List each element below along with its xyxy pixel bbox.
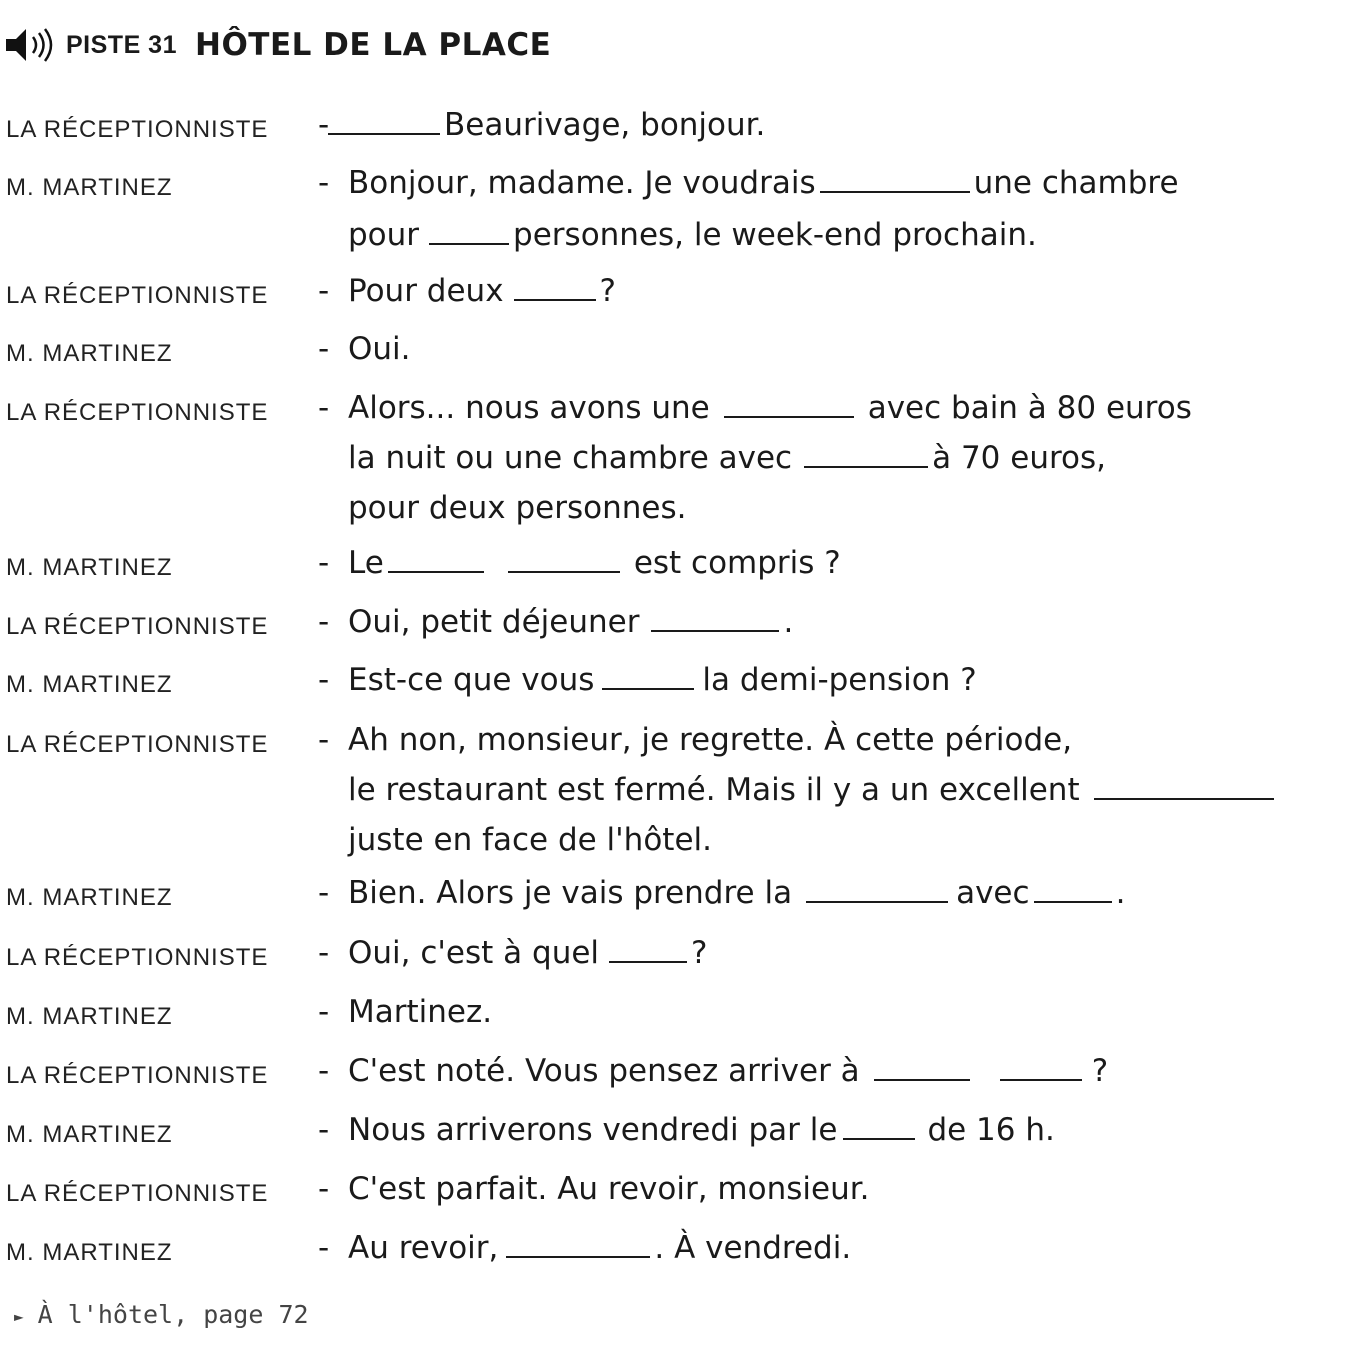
blank[interactable] — [806, 873, 948, 903]
dialogue-line — [348, 765, 1278, 815]
dash: - — [318, 1053, 330, 1089]
line-text: avec bain à 80 euros — [867, 390, 1192, 426]
dialogue-line — [328, 100, 765, 150]
dash: - — [318, 390, 330, 426]
dialogue-line — [348, 324, 411, 374]
blank[interactable] — [429, 215, 509, 245]
blank[interactable] — [508, 543, 620, 573]
blank[interactable] — [724, 388, 854, 418]
line-text: C'est noté. Vous pensez arriver à — [348, 1053, 860, 1089]
dash: - — [318, 1171, 330, 1207]
dash: - — [318, 107, 330, 143]
speaker-label: M. MARTINEZ — [6, 340, 173, 367]
dash: - — [318, 994, 330, 1030]
dialogue-line — [348, 266, 616, 316]
blank[interactable] — [1000, 1051, 1082, 1081]
dash: - — [318, 1112, 330, 1148]
line-text: la nuit ou une chambre avec — [348, 440, 793, 476]
line-text: Alors... nous avons une — [348, 390, 710, 426]
blank[interactable] — [874, 1051, 970, 1081]
blank[interactable] — [843, 1110, 915, 1140]
dialogue-line — [348, 1164, 869, 1214]
blank[interactable] — [651, 602, 779, 632]
speaker-label: LA RÉCEPTIONNISTE — [6, 944, 269, 971]
speaker-label: M. MARTINEZ — [6, 1239, 173, 1266]
dialogue-line — [348, 158, 1179, 208]
line-text: juste en face de l'hôtel. — [348, 822, 712, 858]
track-number: PISTE 31 — [66, 30, 177, 59]
line-text: est compris ? — [633, 545, 841, 581]
line-text: Le — [348, 545, 384, 581]
speaker-label: M. MARTINEZ — [6, 671, 173, 698]
blank[interactable] — [820, 163, 970, 193]
blank[interactable] — [1034, 873, 1112, 903]
line-text: Bien. Alors je vais prendre la — [348, 875, 793, 911]
line-text: une chambre — [973, 165, 1179, 201]
blank[interactable] — [609, 933, 687, 963]
track-header — [4, 20, 551, 70]
dialogue-line — [348, 987, 492, 1037]
line-text: . — [1115, 875, 1126, 911]
dialogue-line — [348, 538, 841, 588]
speaker-label: LA RÉCEPTIONNISTE — [6, 731, 269, 758]
line-text: C'est parfait. Au revoir, monsieur. — [348, 1171, 870, 1207]
page-title: HÔTEL DE LA PLACE — [195, 27, 552, 63]
blank[interactable] — [328, 105, 440, 135]
line-text: ? — [691, 935, 708, 971]
dash: - — [318, 273, 330, 309]
dash: - — [318, 604, 330, 640]
speaker-label: M. MARTINEZ — [6, 554, 173, 581]
speaker-label: M. MARTINEZ — [6, 1003, 173, 1030]
line-text: de 16 h. — [927, 1112, 1055, 1148]
line-text: Au revoir, — [348, 1230, 499, 1266]
dialogue-line — [348, 655, 977, 705]
line-text: Pour deux — [348, 273, 504, 309]
arrow-right-icon: ► — [14, 1306, 24, 1326]
blank[interactable] — [1094, 770, 1274, 800]
line-text: Bonjour, madame. Je voudrais — [348, 165, 816, 201]
blank[interactable] — [514, 271, 596, 301]
speaker-icon[interactable] — [4, 25, 60, 65]
speaker-label: LA RÉCEPTIONNISTE — [6, 399, 269, 426]
line-text: . À vendredi. — [654, 1230, 852, 1266]
dash: - — [318, 935, 330, 971]
dialogue-line — [348, 715, 1072, 765]
line-text: pour deux personnes. — [348, 490, 687, 526]
line-text: Oui. — [348, 331, 411, 367]
speaker-label: LA RÉCEPTIONNISTE — [6, 1062, 269, 1089]
dash: - — [318, 545, 330, 581]
blank[interactable] — [602, 660, 694, 690]
speaker-label: M. MARTINEZ — [6, 174, 173, 201]
dialogue-line — [348, 815, 712, 865]
dash: - — [318, 331, 330, 367]
line-text: Oui, c'est à quel — [348, 935, 600, 971]
dash: - — [318, 1230, 330, 1266]
speaker-label: LA RÉCEPTIONNISTE — [6, 613, 269, 640]
speaker-label: M. MARTINEZ — [6, 884, 173, 911]
dialogue-line — [348, 433, 1106, 483]
dash: - — [318, 722, 330, 758]
dialogue-line — [348, 1046, 1108, 1096]
line-text: le restaurant est fermé. Mais il y a un excellent — [348, 772, 1080, 808]
dialogue-line — [348, 383, 1192, 433]
speaker-label: M. MARTINEZ — [6, 1121, 173, 1148]
dash: - — [318, 662, 330, 698]
line-text: la demi-pension ? — [702, 662, 977, 698]
dash: - — [318, 165, 330, 201]
line-text: . — [783, 604, 794, 640]
line-text: Beaurivage, bonjour. — [444, 107, 766, 143]
line-text: personnes, le week-end prochain. — [513, 217, 1037, 253]
dialogue-line — [348, 928, 708, 978]
page-reference[interactable] — [14, 1300, 309, 1329]
line-text: à 70 euros, — [932, 440, 1106, 476]
dialogue-line — [348, 1223, 851, 1273]
dialogue-line — [348, 1105, 1055, 1155]
dialogue-line — [348, 483, 686, 533]
line-text: avec — [956, 875, 1030, 911]
dialogue-line — [348, 210, 1037, 260]
blank[interactable] — [804, 438, 928, 468]
line-text: Oui, petit déjeuner — [348, 604, 640, 640]
line-text: Est-ce que vous — [348, 662, 595, 698]
dialogue-line — [348, 597, 793, 647]
dialogue-line — [348, 868, 1125, 918]
line-text: pour — [348, 217, 420, 253]
line-text: ? — [1091, 1053, 1109, 1089]
line-text: Ah non, monsieur, je regrette. À cette période, — [348, 722, 1073, 758]
line-text: Martinez. — [348, 994, 493, 1030]
blank[interactable] — [388, 543, 484, 573]
reference-text: À l'hôtel, page 72 — [37, 1300, 309, 1329]
speaker-label: LA RÉCEPTIONNISTE — [6, 1180, 269, 1207]
line-text: Nous arriverons vendredi par le — [348, 1112, 838, 1148]
line-text: ? — [599, 273, 617, 309]
speaker-label: LA RÉCEPTIONNISTE — [6, 282, 269, 309]
blank[interactable] — [506, 1228, 650, 1258]
dash: - — [318, 875, 330, 911]
speaker-label: LA RÉCEPTIONNISTE — [6, 116, 269, 143]
